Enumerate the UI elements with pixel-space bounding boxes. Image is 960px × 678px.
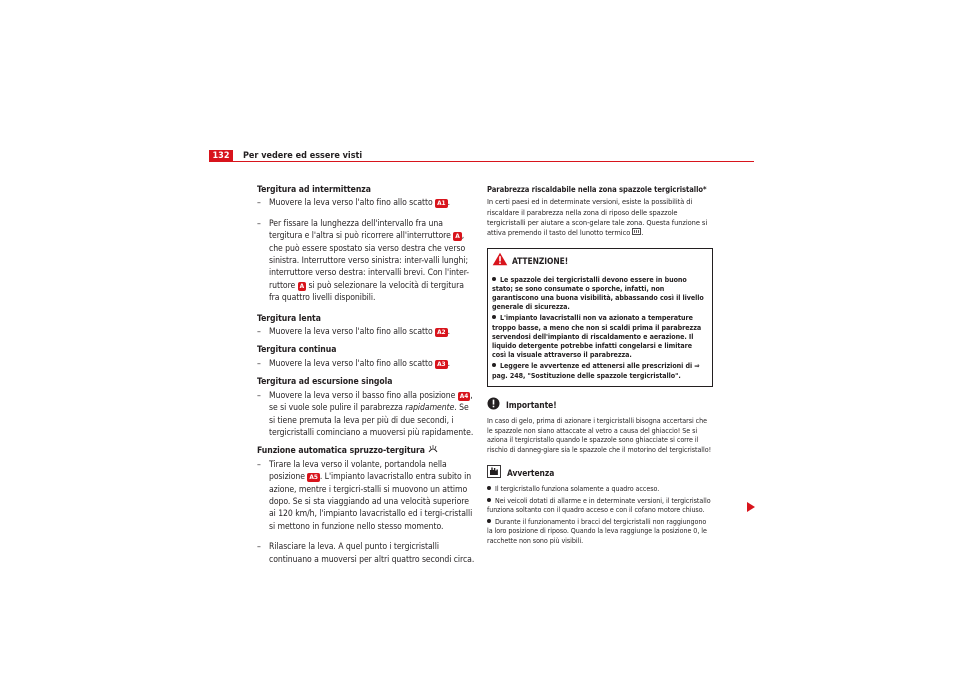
notice-label: Avvertenza xyxy=(507,468,555,479)
body-text: In certi paesi ed in determinate versioni, esiste la possibilità di riscaldare il parabrezza nella zona di riposo delle spazzole tergicristalli per aiutare a scon-gelare tale zona. Questa funzione si attiva premendo il tasto del lunotto termico xyxy=(487,197,708,238)
warning-item xyxy=(492,275,708,312)
list-dash: – xyxy=(257,218,261,229)
bullet-icon xyxy=(487,498,491,502)
instruction-text: . xyxy=(447,327,450,338)
page-number: 132 xyxy=(209,150,233,162)
position-badge: A xyxy=(299,281,305,290)
section-heading-slow: Tergitura lenta xyxy=(257,313,321,324)
body-text: . xyxy=(641,228,644,238)
instruction-text: , che può essere spostato sia verso destra che verso sinistra. Interruttore verso sinistra: inter-valli lunghi; interruttore verso destra: intervalli brevi. Con l'inter-ruttore xyxy=(269,231,470,291)
instruction-text: Per fissare la lunghezza dell'intervallo fra una tergitura e l'altra si può ricorrere all'interruttore xyxy=(269,218,454,242)
notice-text: Il tergicristallo funziona solamente a quadro acceso. xyxy=(495,484,660,494)
warning-triangle-icon xyxy=(492,252,508,270)
notice-item xyxy=(487,484,713,494)
warning-item xyxy=(492,361,708,379)
instruction-text: . L'impianto lavacristallo entra subito in azione, mentre i tergicri-stalli si muovono un attimo dopo. Se si sta viaggiando ad una velocità superiore ai 120 km/h, l'impianto lavacristallo ed i tergi-cristalli si mettono in funzione nello stesso momento. xyxy=(269,472,473,532)
right-column xyxy=(487,184,713,548)
reference-arrow-icon: ⇒ xyxy=(694,361,700,371)
heading-text: Funzione automatica spruzzo-tergitura xyxy=(257,446,428,457)
important-exclamation-icon xyxy=(487,397,500,414)
cross-reference-link[interactable]: pag. 248, "Sostituzione delle spazzole tergicristallo". xyxy=(492,370,681,380)
notice-item xyxy=(487,517,713,546)
notice-hand-icon xyxy=(487,465,501,482)
page-title: Per vedere ed essere visti xyxy=(243,151,363,161)
position-badge: A xyxy=(455,232,460,241)
list-dash: – xyxy=(257,390,261,401)
list-dash: – xyxy=(257,198,261,209)
instruction-text: Muovere la leva verso l'alto fino allo scatto xyxy=(269,358,436,369)
instruction-text: si può selezionare la velocità di tergitura fra quattro livelli disponibili. xyxy=(269,280,464,304)
list-dash: – xyxy=(257,358,261,369)
notice-item xyxy=(487,496,713,515)
instruction-text: Muovere la leva verso l'alto fino allo scatto xyxy=(269,327,436,338)
list-dash: – xyxy=(257,327,261,338)
warning-text: Le spazzole dei tergicristalli devono essere in buono stato; se sono consumate o sporche, infatti, non garantiscono una buona visibilità, abbassando così il livello generale di sicurezza. xyxy=(492,274,704,312)
warning-text: L'impianto lavacristalli non va azionato a temperature troppo basse, a meno che non si scaldi prima il parabrezza servendosi dell'impianto di riscaldamento e aerazione. Il liquido detergente potrebbe infatti congelarsi e limitare così la visuale attraverso il parabrezza. xyxy=(492,313,702,360)
section-body xyxy=(487,197,713,238)
instruction-text: , se si vuole sole pulire il parabrezza xyxy=(269,390,473,414)
list-dash: – xyxy=(257,542,261,553)
section-heading-intermittent: Tergitura ad intermittenza xyxy=(257,185,371,195)
important-label: Importante! xyxy=(506,400,557,411)
bullet-icon xyxy=(487,519,491,523)
position-badge: A1 xyxy=(437,199,446,208)
washer-spray-icon xyxy=(428,446,438,456)
instruction-text: . xyxy=(447,198,450,209)
instruction-text: Tirare la leva verso il volante, portandola nella posizione xyxy=(269,459,447,483)
instruction-text: . xyxy=(447,358,450,369)
list-item xyxy=(257,358,475,370)
list-item xyxy=(257,218,475,305)
important-header xyxy=(487,397,713,414)
notice-text: Nei veicoli dotati di allarme e in determinate versioni, il tergicristallo funziona soltanto con il quadro acceso e con il cofano motore chiuso. xyxy=(487,495,711,515)
left-column xyxy=(257,184,475,574)
warning-item xyxy=(492,313,708,359)
notice-header xyxy=(487,465,713,482)
section-heading-single-sweep: Tergitura ad escursione singola xyxy=(257,377,393,388)
list-dash: – xyxy=(257,459,261,470)
instruction-text: Rilasciare la leva. A quel punto i tergicristalli continuano a muoversi per altri quattro secondi circa. xyxy=(269,542,475,565)
section-heading-heated-windscreen: Parabrezza riscaldabile nella zona spazzole tergicristallo* xyxy=(487,185,707,194)
warning-header xyxy=(492,252,708,270)
section-heading-auto-wash xyxy=(257,445,475,457)
list-item xyxy=(257,541,475,566)
warning-label: ATTENZIONE! xyxy=(512,256,569,267)
instruction-text: Muovere la leva verso l'alto fino allo scatto xyxy=(269,198,436,209)
list-item xyxy=(257,459,475,533)
important-text: In caso di gelo, prima di azionare i tergicristalli bisogna accertarsi che le spazzole non siano attaccate al vetro a causa del ghiaccio! Se si aziona il tergicristallo quando le spazzole sono ghiacciate si corre il rischio di danneg-giare sia le spazzole che il motorino del tergicristallo! xyxy=(487,416,712,455)
emphasis-text: rapidamente xyxy=(405,403,455,414)
list-item xyxy=(257,326,475,338)
header-divider xyxy=(233,161,754,162)
list-item xyxy=(257,197,475,209)
bullet-icon xyxy=(492,315,496,319)
position-badge: A2 xyxy=(437,328,446,337)
section-heading-continuous: Tergitura continua xyxy=(257,345,337,356)
next-page-arrow-icon[interactable] xyxy=(747,497,755,516)
bullet-icon xyxy=(492,363,496,367)
notice-text: Durante il funzionamento i bracci del tergicristalli non raggiungono la loro posizione di riposo. Quando la leva raggiunge la posizione 0, le racchette non sono più visibili. xyxy=(487,516,707,546)
instruction-text: . Se si tiene premuta la leva per più di due secondi, i tergicristalli cominciano a muoversi più rapidamente. xyxy=(269,403,474,438)
warning-text: Leggere le avvertenze ed attenersi alle prescrizioni di xyxy=(500,361,695,371)
instruction-text: Muovere la leva verso il basso fino alla posizione xyxy=(269,390,458,401)
rear-window-heater-icon xyxy=(632,228,644,238)
position-badge: A5 xyxy=(309,473,318,482)
list-item xyxy=(257,390,475,440)
bullet-icon xyxy=(492,277,496,281)
position-badge: A3 xyxy=(437,359,446,368)
bullet-icon xyxy=(487,486,491,490)
warning-box xyxy=(487,248,713,387)
position-badge: A4 xyxy=(459,391,469,400)
